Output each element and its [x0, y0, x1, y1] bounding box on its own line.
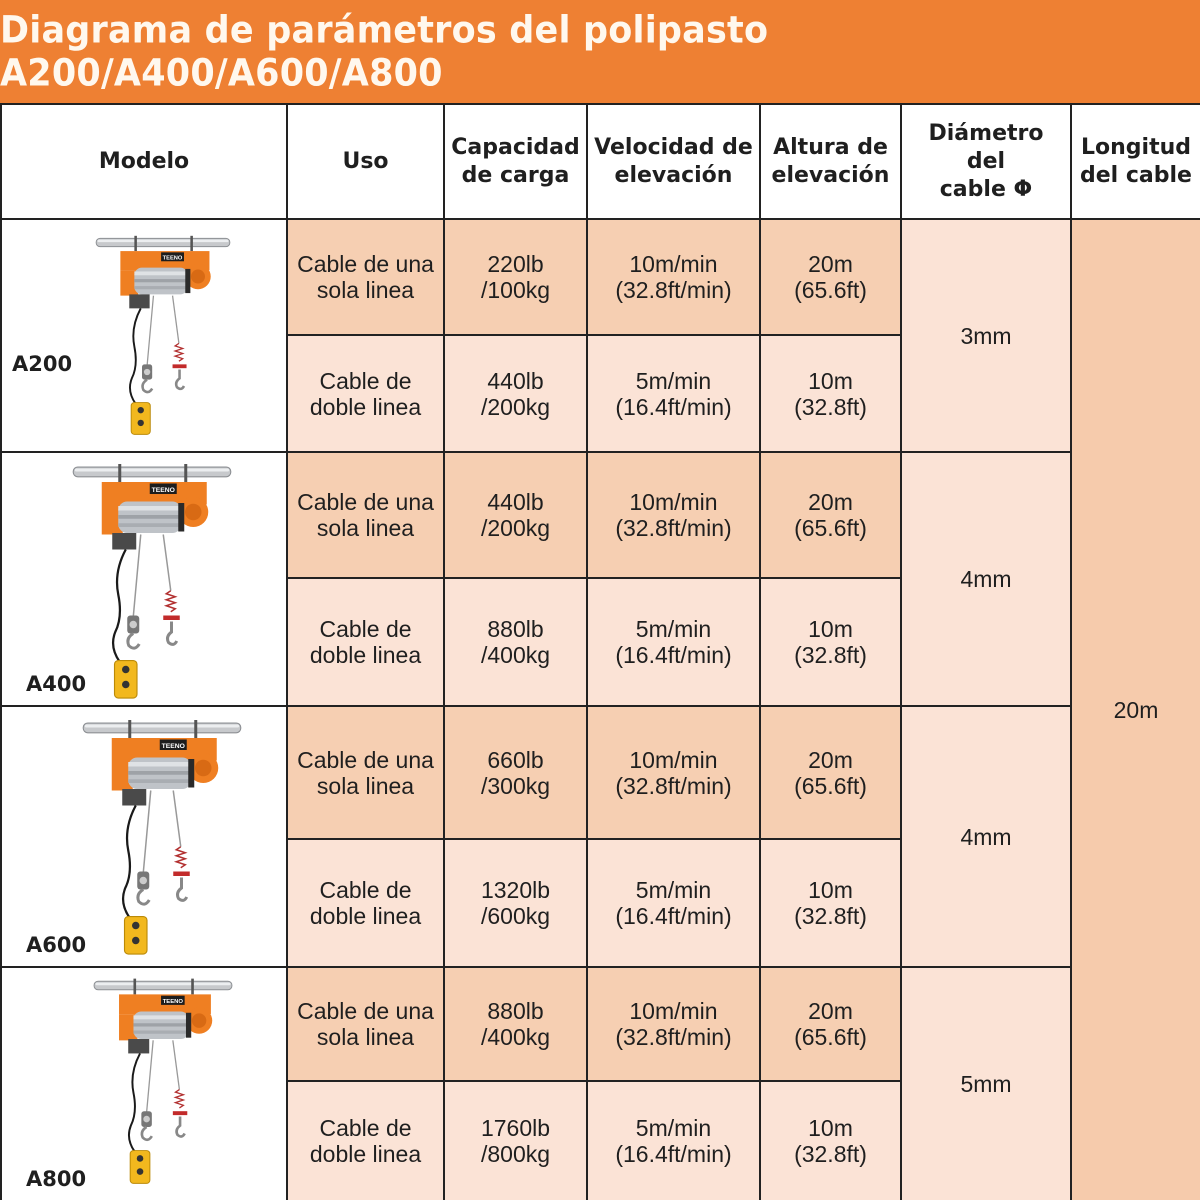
table-row [1, 706, 1200, 839]
capacity-cell: 880lb /400kg [444, 578, 587, 706]
speed-cell: 5m/min (16.4ft/min) [587, 839, 760, 967]
diameter-cell: 4mm [901, 706, 1071, 967]
speed-cell: 10m/min (32.8ft/min) [587, 452, 760, 578]
header-length: Longitud del cable [1071, 104, 1200, 219]
capacity-cell: 1760lb /800kg [444, 1081, 587, 1200]
capacity-cell: 880lb /400kg [444, 967, 587, 1081]
header-speed: Velocidad de elevación [587, 104, 760, 219]
page-title: Diagrama de parámetros del polipasto A200/A400/A600/A800 [0, 8, 769, 95]
speed-cell: 10m/min (32.8ft/min) [587, 967, 760, 1081]
hoist-product-image [68, 976, 258, 1186]
table-header-row [1, 104, 1200, 219]
diameter-cell: 5mm [901, 967, 1071, 1200]
uso-cell: Cable de doble linea [287, 335, 444, 452]
capacity-cell: 660lb /300kg [444, 706, 587, 839]
diameter-cell: 4mm [901, 452, 1071, 706]
uso-cell: Cable de una sola linea [287, 219, 444, 335]
uso-cell: Cable de doble linea [287, 839, 444, 967]
uso-cell: Cable de doble linea [287, 1081, 444, 1200]
model-cell-a600 [1, 706, 287, 967]
model-cell-a200 [1, 219, 287, 452]
capacity-cell: 440lb /200kg [444, 452, 587, 578]
diameter-cell: 3mm [901, 219, 1071, 452]
speed-cell: 5m/min (16.4ft/min) [587, 578, 760, 706]
height-cell: 10m (32.8ft) [760, 335, 901, 452]
height-cell: 10m (32.8ft) [760, 839, 901, 967]
hoist-parameter-table [0, 103, 1200, 1200]
hoist-product-image [62, 717, 262, 957]
model-label: A800 [26, 1167, 87, 1191]
model-label: A200 [12, 352, 73, 376]
capacity-cell: 220lb /100kg [444, 219, 587, 335]
uso-cell: Cable de una sola linea [287, 452, 444, 578]
speed-cell: 10m/min (32.8ft/min) [587, 706, 760, 839]
height-cell: 20m (65.6ft) [760, 219, 901, 335]
height-cell: 20m (65.6ft) [760, 452, 901, 578]
cable-length-cell: 20m [1071, 219, 1200, 1200]
header-height: Altura de elevación [760, 104, 901, 219]
table-row [1, 452, 1200, 578]
uso-cell: Cable de una sola linea [287, 706, 444, 839]
header-uso: Uso [287, 104, 444, 219]
capacity-cell: 440lb /200kg [444, 335, 587, 452]
model-label: A600 [26, 933, 87, 957]
table-row [1, 967, 1200, 1081]
title-banner [0, 0, 1200, 103]
table-row [1, 219, 1200, 335]
hoist-product-image [52, 461, 252, 701]
model-cell-a800 [1, 967, 287, 1200]
height-cell: 10m (32.8ft) [760, 578, 901, 706]
speed-cell: 10m/min (32.8ft/min) [587, 219, 760, 335]
capacity-cell: 1320lb /600kg [444, 839, 587, 967]
header-model: Modelo [1, 104, 287, 219]
speed-cell: 5m/min (16.4ft/min) [587, 335, 760, 452]
model-cell-a400 [1, 452, 287, 706]
model-label: A400 [26, 672, 87, 696]
uso-cell: Cable de una sola linea [287, 967, 444, 1081]
header-capacity: Capacidad de carga [444, 104, 587, 219]
height-cell: 20m (65.6ft) [760, 967, 901, 1081]
hoist-product-image [38, 232, 288, 442]
height-cell: 20m (65.6ft) [760, 706, 901, 839]
header-diameter: Diámetro del cable Φ [901, 104, 1071, 219]
uso-cell: Cable de doble linea [287, 578, 444, 706]
height-cell: 10m (32.8ft) [760, 1081, 901, 1200]
speed-cell: 5m/min (16.4ft/min) [587, 1081, 760, 1200]
